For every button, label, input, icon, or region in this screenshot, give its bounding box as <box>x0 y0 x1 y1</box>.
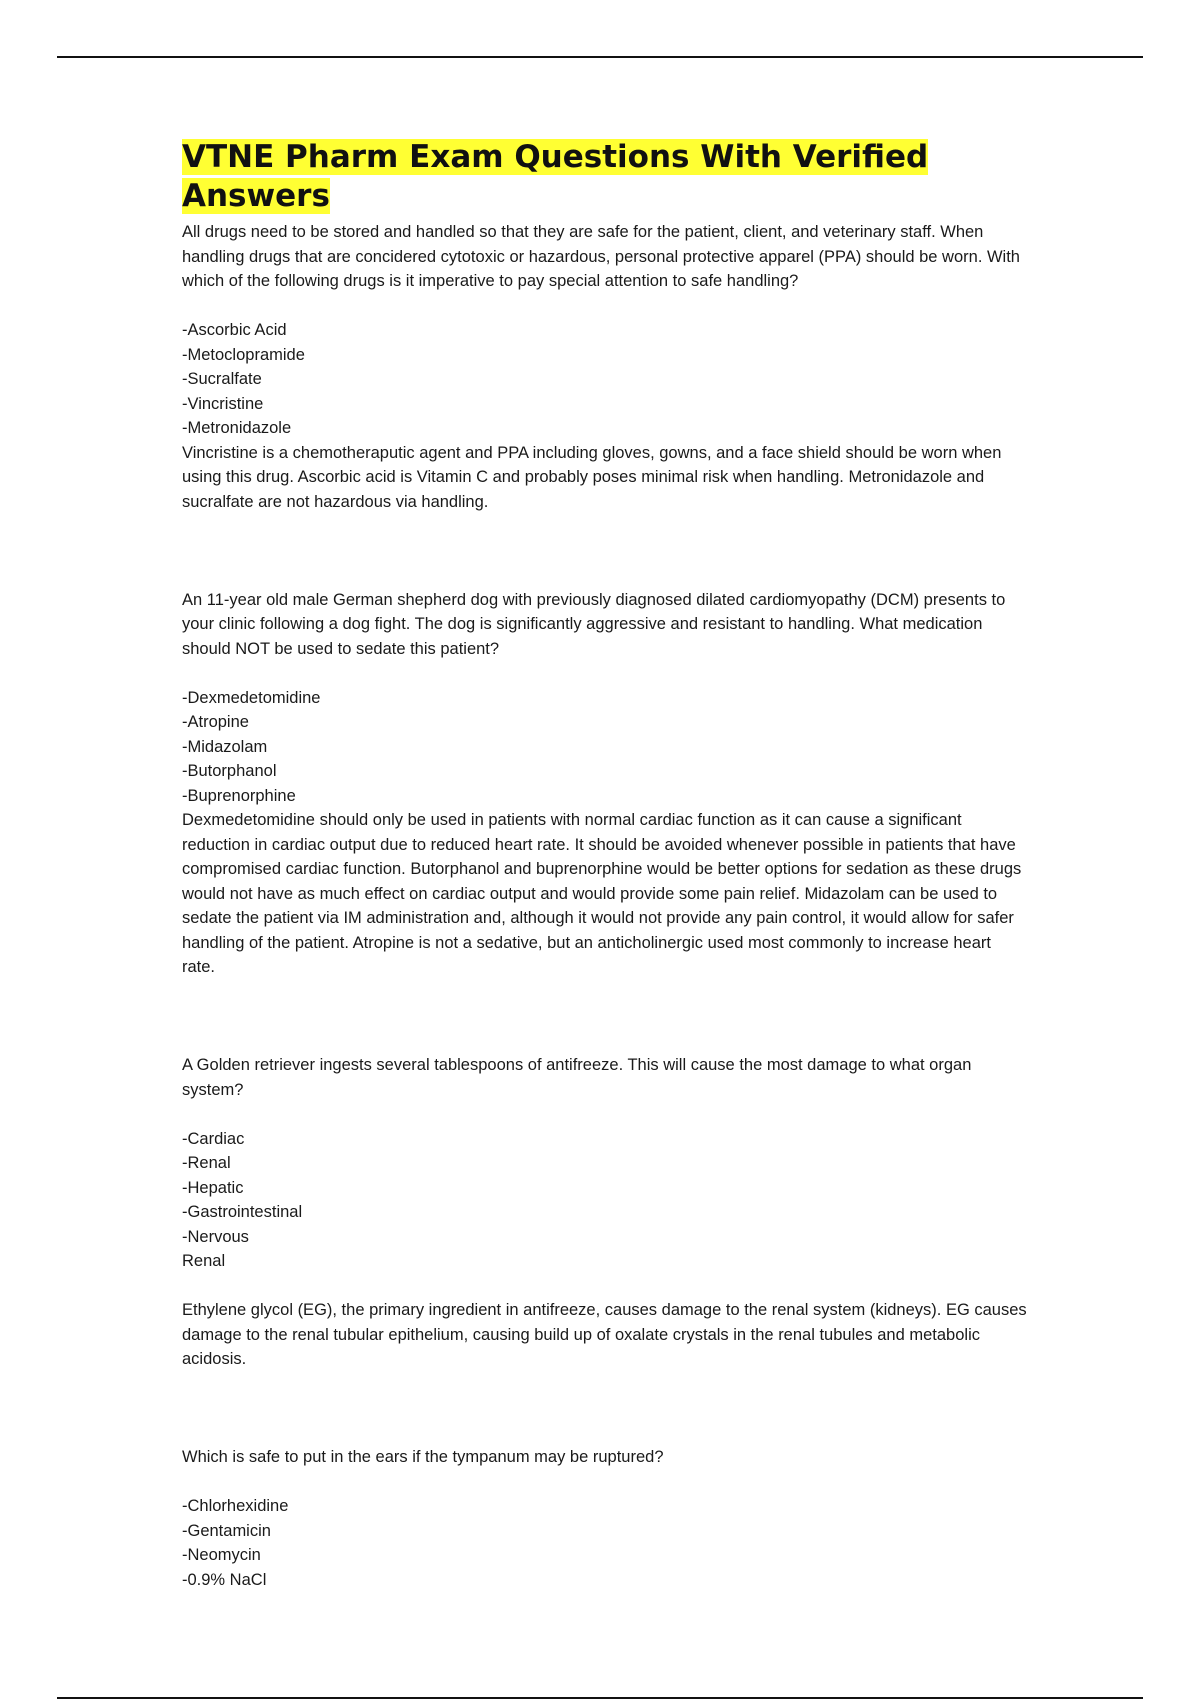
option-item: -0.9% NaCl <box>182 1570 267 1589</box>
option-item: -Atropine <box>182 713 249 731</box>
spacer <box>182 1372 1027 1421</box>
answer-explanation: Dexmedetomidine should only be used in patients with normal cardiac function as it can cause a significant reduction in cardiac output due to reduced heart rate. It should be avoided whenever possible in patients that have compromised cardiac function. Butorphanol and buprenorphine would be better options for sedation as these drugs would not have as much effect on cardiac output and would provide some pain relief. Midazolam can be used to sedate the patient via IM administration and, although it would not provide any pain control, it would allow for safer handling of the patient. Atropine is not a sedative, but an anticholinergic used most commonly to increase heart rate. <box>182 811 1026 976</box>
document-body <box>182 138 1032 1592</box>
option-item: -Gastrointestinal <box>182 1203 303 1221</box>
question-block-1 <box>182 220 1027 514</box>
option-item: -Nervous <box>182 1227 249 1246</box>
footer-rule <box>57 1697 1143 1699</box>
options-list <box>182 1494 1027 1592</box>
spacer <box>182 980 1027 1029</box>
question-text: An 11-year old male German shepherd dog with previously diagnosed dilated cardiomyopathy (DCM) presents to your clinic following a dog fight. The dog is significantly aggressive and resistant to handling. What medication should NOT be used to sedate this patient? <box>182 590 1010 658</box>
document-title-text: VTNE Pharm Exam Questions With Verified Answers <box>182 139 929 214</box>
question-text: Which is safe to put in the ears if the tympanum may be ruptured? <box>182 1448 664 1466</box>
spacer <box>182 661 1027 686</box>
question-block-3 <box>182 1053 1032 1372</box>
spacer <box>182 1421 1027 1446</box>
header-rule <box>57 56 1143 58</box>
option-item: -Neomycin <box>182 1546 261 1564</box>
options-list <box>182 686 1027 809</box>
spacer <box>182 514 1027 563</box>
question-text: A Golden retriever ingests several tablespoons of antifreeze. This will cause the most damage to what organ system? <box>182 1056 976 1099</box>
option-item: -Hepatic <box>182 1178 244 1197</box>
spacer <box>182 1029 1027 1054</box>
option-item: -Sucralfate <box>182 370 262 388</box>
spacer <box>182 1102 1027 1127</box>
option-item: -Metronidazole <box>182 419 292 437</box>
option-item: -Renal <box>182 1154 231 1172</box>
option-item: -Butorphanol <box>182 762 277 780</box>
options-list <box>182 1127 1027 1250</box>
option-item: -Midazolam <box>182 737 268 756</box>
answer-explanation: Vincristine is a chemotheraputic agent and PPA including gloves, gowns, and a face shield should be worn when using this drug. Ascorbic acid is Vitamin C and probably poses minimal risk when handling. Metronidazole and sucralfate are not hazardous via handling. <box>182 443 1006 511</box>
option-item: -Dexmedetomidine <box>182 688 321 707</box>
spacer <box>182 1470 1027 1495</box>
option-item: -Cardiac <box>182 1129 245 1148</box>
option-item: -Buprenorphine <box>182 786 296 805</box>
spacer <box>182 1274 1027 1299</box>
answer-explanation: Ethylene glycol (EG), the primary ingredient in antifreeze, causes damage to the renal system (kidneys). EG causes damage to the renal tubular epithelium, causing build up of oxalate crystals in the renal tubules and metabolic acidosis. <box>182 1301 1032 1368</box>
option-item: -Ascorbic Acid <box>182 321 287 339</box>
question-block-4 <box>182 1445 1027 1592</box>
option-item: -Gentamicin <box>182 1521 271 1540</box>
question-text: All drugs need to be stored and handled so that they are safe for the patient, client, and veterinary staff. When handling drugs that are concidered cytotoxic or hazardous, personal protective apparel (PPA) should be worn. With which of the following drugs is it imperative to pay special attention to safe handling? <box>182 223 1025 290</box>
answer-short: Renal <box>182 1252 226 1270</box>
spacer <box>182 563 1027 588</box>
options-list <box>182 318 1027 441</box>
option-item: -Metoclopramide <box>182 345 305 364</box>
option-item: -Vincristine <box>182 394 264 413</box>
document-title <box>182 138 1027 216</box>
option-item: -Chlorhexidine <box>182 1497 289 1515</box>
spacer <box>182 294 1027 319</box>
question-block-2 <box>182 588 1027 980</box>
